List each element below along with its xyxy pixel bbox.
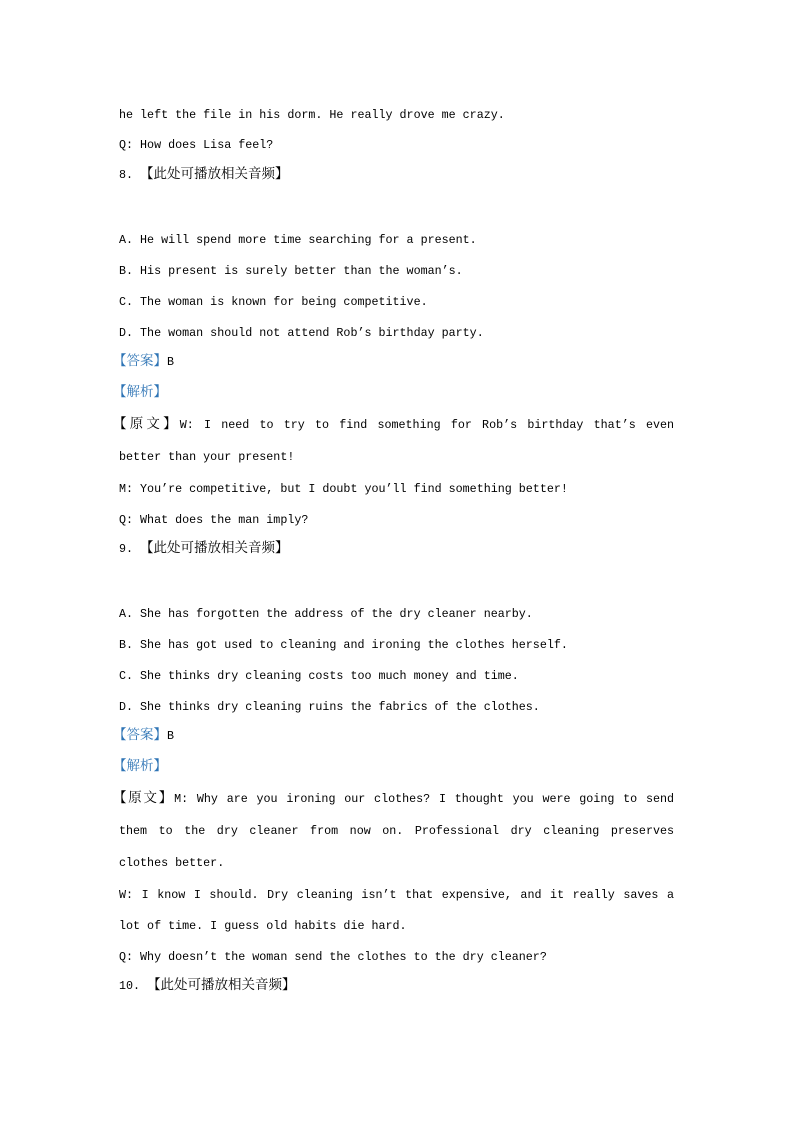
answer-label: 【答案】: [113, 727, 167, 743]
transcript-line-2: them to the dry cleaner from now on. Professional dry cleaning preserves: [119, 824, 674, 838]
option-c: C. The woman is known for being competitive.: [119, 295, 428, 309]
answer-label: 【答案】: [113, 353, 167, 369]
answer-value: B: [167, 355, 175, 369]
option-a: A. She has forgotten the address of the dry cleaner nearby.: [119, 607, 533, 621]
transcript-line-5: lot of time. I guess old habits die hard.: [119, 919, 407, 933]
question-number: 8.: [119, 168, 134, 182]
previous-question: Q: How does Lisa feel?: [119, 138, 274, 152]
analysis-label: [113, 758, 167, 775]
transcript-text: W: I need to try to find something for Rob’s birthday that’s even: [179, 418, 674, 432]
transcript-line-2: better than your present!: [119, 450, 295, 464]
audio-placeholder: 【此处可播放相关音频】: [140, 166, 289, 182]
transcript-text: M: Why are you ironing our clothes? I thought you were going to send: [174, 792, 674, 806]
original-label: 【原文】: [113, 790, 175, 806]
option-c: C. She thinks dry cleaning costs too much money and time.: [119, 669, 519, 683]
answer-value: B: [167, 729, 175, 743]
question-10-header: [119, 977, 296, 994]
audio-placeholder: 【此处可播放相关音频】: [147, 977, 296, 993]
transcript-line-3: M: You’re competitive, but I doubt you’ll find something better!: [119, 482, 568, 496]
option-b: B. His present is surely better than the woman’s.: [119, 264, 463, 278]
answer-line: [113, 353, 174, 370]
transcript-line-3: clothes better.: [119, 856, 225, 870]
option-d: D. The woman should not attend Rob’s birthday party.: [119, 326, 484, 340]
option-a: A. He will spend more time searching for a present.: [119, 233, 477, 247]
answer-line: [113, 727, 174, 744]
previous-transcript-tail: he left the file in his dorm. He really drove me crazy.: [119, 108, 505, 122]
question-8-header: [119, 166, 289, 183]
original-label: 【原文】: [113, 416, 180, 432]
option-b: B. She has got used to cleaning and ironing the clothes herself.: [119, 638, 568, 652]
transcript-question: Q: Why doesn’t the woman send the clothes to the dry cleaner?: [119, 950, 547, 964]
transcript-question: Q: What does the man imply?: [119, 513, 309, 527]
transcript-line-1: [113, 416, 674, 433]
analysis-label: [113, 384, 167, 401]
audio-placeholder: 【此处可播放相关音频】: [140, 540, 289, 556]
transcript-line-1: [113, 790, 674, 807]
option-d: D. She thinks dry cleaning ruins the fabrics of the clothes.: [119, 700, 540, 714]
analysis-label-text: 【解析】: [113, 758, 167, 774]
question-9-header: [119, 540, 289, 557]
transcript-line-4: W: I know I should. Dry cleaning isn’t that expensive, and it really saves a: [119, 888, 674, 902]
question-number: 9.: [119, 542, 134, 556]
analysis-label-text: 【解析】: [113, 384, 167, 400]
question-number: 10.: [119, 979, 141, 993]
